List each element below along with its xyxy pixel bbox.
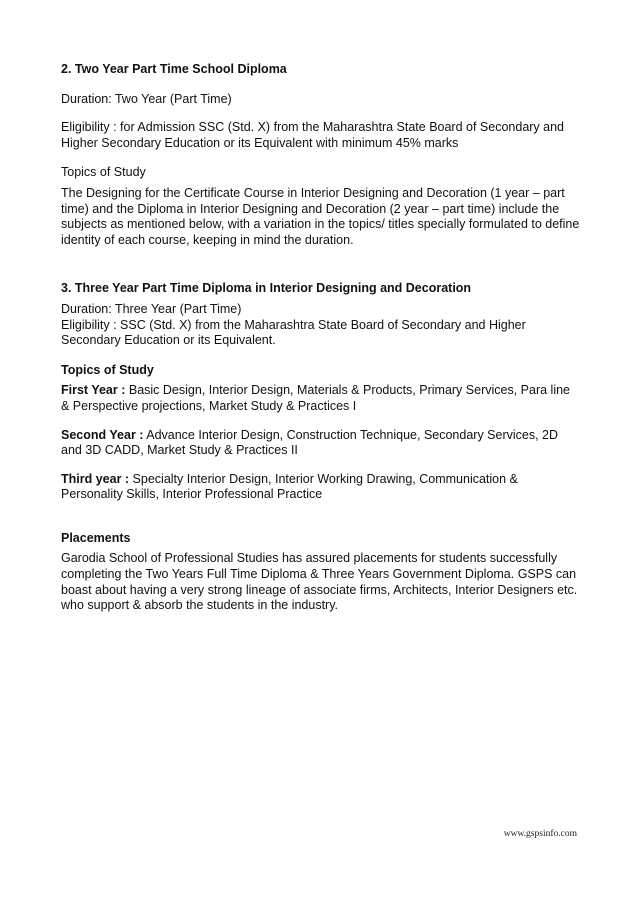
- second-year-paragraph: [61, 428, 581, 459]
- footer-website: www.gspsinfo.com: [503, 829, 577, 839]
- section-2-topics-heading: Topics of Study: [61, 165, 146, 180]
- section-2-topics-text: The Designing for the Certificate Course in Interior Designing and Decoration (1 year – part time) and the Diploma in Interior Designing and Decoration (2 year – part time) include the subjects as mentioned below, with a variation in the topics/ titles specially formulated to define identity of each course, keeping in mind the duration.: [61, 185, 580, 247]
- placements-heading: Placements: [61, 530, 131, 545]
- second-year-label: Second Year :: [61, 427, 144, 442]
- first-year-text: Basic Design, Interior Design, Materials & Products, Primary Services, Para line & Perspective projections, Market Study & Practices I: [61, 383, 570, 413]
- placements-text: Garodia School of Professional Studies has assured placements for students successfully completing the Two Years Full Time Diploma & Three Years Government Diploma. GSPS can boast about having a very strong lineage of associate firms, Architects, Interior Designers etc. who support & absorb the students in the industry.: [61, 551, 578, 613]
- third-year-text: Specialty Interior Design, Interior Working Drawing, Communication & Personality Skills, Interior Professional Practice: [61, 471, 518, 502]
- section-2-duration: Duration: Two Year (Part Time): [61, 91, 232, 106]
- section-2-eligibility: Eligibility : for Admission SSC (Std. X) from the Maharashtra State Board of Secondary and Higher Secondary Education or its Equivalent with minimum 45% marks: [61, 120, 565, 150]
- third-year-paragraph: [61, 472, 581, 503]
- second-year-text: Advance Interior Design, Construction Technique, Secondary Services, 2D and 3D CADD, Market Study & Practices II: [61, 427, 559, 458]
- document-page: [61, 0, 581, 614]
- section-3-topics-heading: Topics of Study: [61, 362, 154, 377]
- section-2-title: 2. Two Year Part Time School Diploma: [61, 62, 287, 76]
- third-year-label: Third year :: [61, 471, 130, 486]
- first-year-label: First Year :: [61, 383, 126, 398]
- section-3-title: 3. Three Year Part Time Diploma in Interior Designing and Decoration: [61, 281, 472, 296]
- first-year-paragraph: [61, 383, 581, 414]
- section-3-eligibility: Eligibility : SSC (Std. X) from the Maharashtra State Board of Secondary and Higher Secondary Education or its Equivalent.: [61, 317, 526, 348]
- section-3-duration: Duration: Three Year (Part Time): [61, 301, 242, 316]
